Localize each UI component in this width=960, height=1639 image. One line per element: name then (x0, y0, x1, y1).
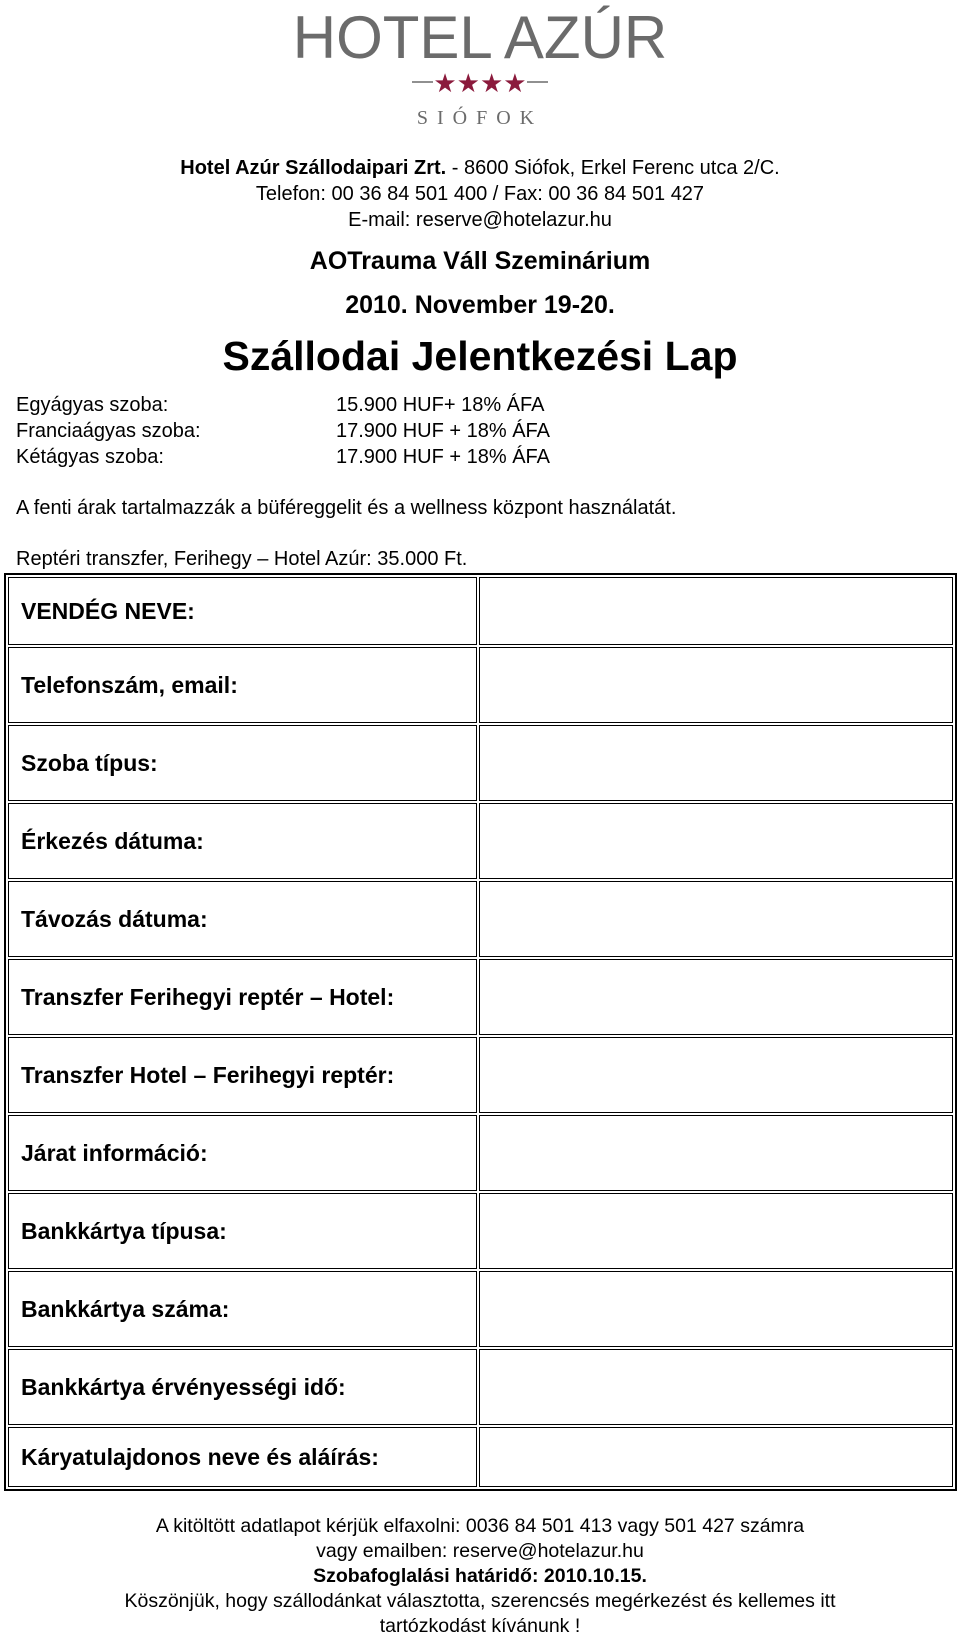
registration-form (4, 573, 957, 1491)
included-note: A fenti árak tartalmazzák a büféreggelit és a wellness központ használatát. (16, 497, 677, 519)
form-row (8, 1427, 953, 1487)
field-label: Szoba típus: (8, 725, 477, 801)
price-label: Kétágyas szoba: (16, 446, 164, 468)
card-type-field[interactable] (479, 1193, 953, 1269)
form-row (8, 1115, 953, 1191)
logo-city: SIÓFOK (416, 107, 544, 129)
cardholder-signature-field[interactable] (479, 1427, 953, 1487)
price-value: 17.900 HUF + 18% ÁFA (336, 446, 551, 468)
form-row (8, 803, 953, 879)
field-label: VENDÉG NEVE: (8, 577, 477, 645)
field-label: Bankkártya típusa: (8, 1193, 477, 1269)
room-type-field[interactable] (479, 725, 953, 801)
departure-date-field[interactable] (479, 881, 953, 957)
field-label: Telefonszám, email: (8, 647, 477, 723)
form-row (8, 725, 953, 801)
hotel-logo (0, 0, 960, 140)
field-label: Káryatulajdonos neve és aláírás: (8, 1427, 477, 1487)
footer-thanks-line-1: Köszönjük, hogy szállodánkat választotta, szerencsés megérkezést és kellemes itt (124, 1590, 836, 1612)
form-row (8, 959, 953, 1035)
phone-email-field[interactable] (479, 647, 953, 723)
form-row (8, 881, 953, 957)
card-number-field[interactable] (479, 1271, 953, 1347)
field-label: Transzfer Ferihegyi reptér – Hotel: (8, 959, 477, 1035)
price-value: 17.900 HUF + 18% ÁFA (336, 420, 551, 442)
hotel-logo-graphic (270, 0, 690, 135)
transfer-airport-hotel-field[interactable] (479, 959, 953, 1035)
footer-email-line: vagy emailben: reserve@hotelazur.hu (316, 1540, 644, 1562)
footer-thanks-line-2: tartózkodást kívánunk ! (379, 1615, 581, 1637)
event-date: 2010. November 19-20. (345, 291, 615, 319)
guest-name-field[interactable] (479, 577, 953, 645)
field-label: Távozás dátuma: (8, 881, 477, 957)
transfer-hotel-airport-field[interactable] (479, 1037, 953, 1113)
price-value: 15.900 HUF+ 18% ÁFA (336, 394, 545, 416)
footer-fax-line: A kitöltött adatlapot kérjük elfaxolni: 0036 84 501 413 vagy 501 427 számra (155, 1515, 805, 1537)
phone-line: Telefon: 00 36 84 501 400 / Fax: 00 36 84 501 427 (255, 183, 705, 205)
form-row (8, 647, 953, 723)
flight-info-field[interactable] (479, 1115, 953, 1191)
form-row (8, 1349, 953, 1425)
field-label: Bankkártya érvényességi idő: (8, 1349, 477, 1425)
form-row (8, 577, 953, 645)
page-title: Szállodai Jelentkezési Lap (222, 333, 738, 379)
event-title: AOTrauma Váll Szeminárium (309, 247, 651, 275)
field-label: Bankkártya száma: (8, 1271, 477, 1347)
logo-stars: ★★★★ (433, 69, 527, 99)
company-line (0, 155, 960, 181)
form-row (8, 1271, 953, 1347)
arrival-date-field[interactable] (479, 803, 953, 879)
field-label: Járat információ: (8, 1115, 477, 1191)
price-label: Egyágyas szoba: (16, 394, 169, 416)
email-line: E-mail: reserve@hotelazur.hu (348, 209, 612, 231)
form-row (8, 1193, 953, 1269)
logo-name: HOTEL AZÚR (292, 4, 668, 71)
company-name: Hotel Azúr Szállodaipari Zrt. (180, 157, 447, 179)
form-row (8, 1037, 953, 1113)
price-label: Franciaágyas szoba: (16, 420, 201, 442)
transfer-note: Reptéri transzfer, Ferihegy – Hotel Azúr: 35.000 Ft. (16, 548, 468, 570)
field-label: Érkezés dátuma: (8, 803, 477, 879)
company-address: - 8600 Siófok, Erkel Ferenc utca 2/C. (446, 157, 780, 179)
field-label: Transzfer Hotel – Ferihegyi reptér: (8, 1037, 477, 1113)
card-expiry-field[interactable] (479, 1349, 953, 1425)
booking-deadline: Szobafoglalási határidő: 2010.10.15. (313, 1565, 647, 1587)
